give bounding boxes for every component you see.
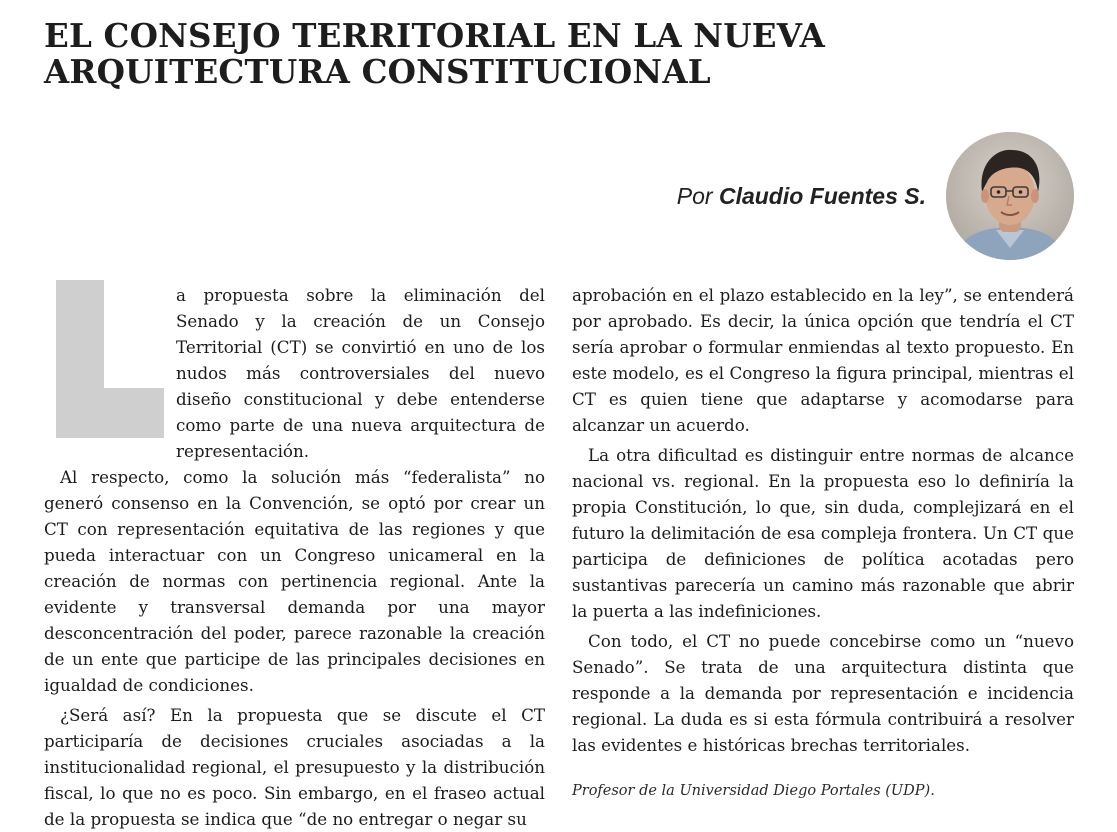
left-column-body — [44, 464, 545, 832]
author-photo — [946, 132, 1074, 260]
lead-paragraph: a propuesta sobre la eliminación del Senado y la creación de un Consejo Territorial (CT) se convirtió en uno de los nudos más controversiales del nuevo diseño constitucional y debe entenderse como parte de una nueva arquitectura de representación. — [176, 285, 545, 461]
article-title: EL CONSEJO TERRITORIAL EN LA NUEVA ARQUITECTURA CONSTITUCIONAL — [44, 16, 826, 91]
paragraph: ¿Será así? En la propuesta que se discute el CT participaría de decisiones cruciales asociadas a la institucionalidad regional, el presupuesto y la distribución fiscal, lo que no es poco. Sin embargo, en el fraseo actual de la propuesta se indica que “de no entregar o negar su — [44, 705, 545, 829]
author-credit-footnote: Profesor de la Universidad Diego Portales (UDP). — [572, 783, 935, 799]
paragraph: Con todo, el CT no puede concebirse como un “nuevo Senado”. Se trata de una arquitectura distinta que responde a la demanda por representación e incidencia regional. La duda es si esta fórmula contribuirá a resolver las evidentes e históricas brechas territoriales. — [572, 631, 1074, 755]
byline — [560, 182, 926, 210]
author-name: Claudio Fuentes S. — [718, 183, 926, 209]
paragraph: Al respecto, como la solución más “federalista” no generó consenso en la Convención, se optó por crear un CT con representación equitativa de las regiones y que pueda interactuar con un Congreso unicameral en la creación de normas con pertinencia regional. Ante la evidente y transversal demanda por una mayor desconcentración del poder, parece razonable la creación de un ente que participe de las principales decisiones en igualdad de condiciones. — [44, 467, 545, 695]
paragraph: aprobación en el plazo establecido en la ley”, se entenderá por aprobado. Es decir, la única opción que tendría el CT sería aprobar o formular enmiendas al texto propuesto. En este modelo, es el Congreso la figura principal, mientras el CT es quien tiene que adaptarse y acomodarse para alcanzar un acuerdo. — [572, 285, 1074, 435]
drop-cap-letter — [56, 280, 164, 438]
right-column-body — [572, 282, 1074, 758]
left-column-top — [176, 282, 545, 464]
byline-prefix: Por — [676, 183, 719, 209]
paragraph: La otra dificultad es distinguir entre normas de alcance nacional vs. regional. En la propuesta eso lo definiría la propia Constitución, lo que, sin duda, complejizará en el futuro la delimitación de esa compleja frontera. Un CT que participa de definiciones de política acotadas pero sustantivas parecería un camino más razonable que abrir la puerta a las indefiniciones. — [572, 445, 1074, 621]
